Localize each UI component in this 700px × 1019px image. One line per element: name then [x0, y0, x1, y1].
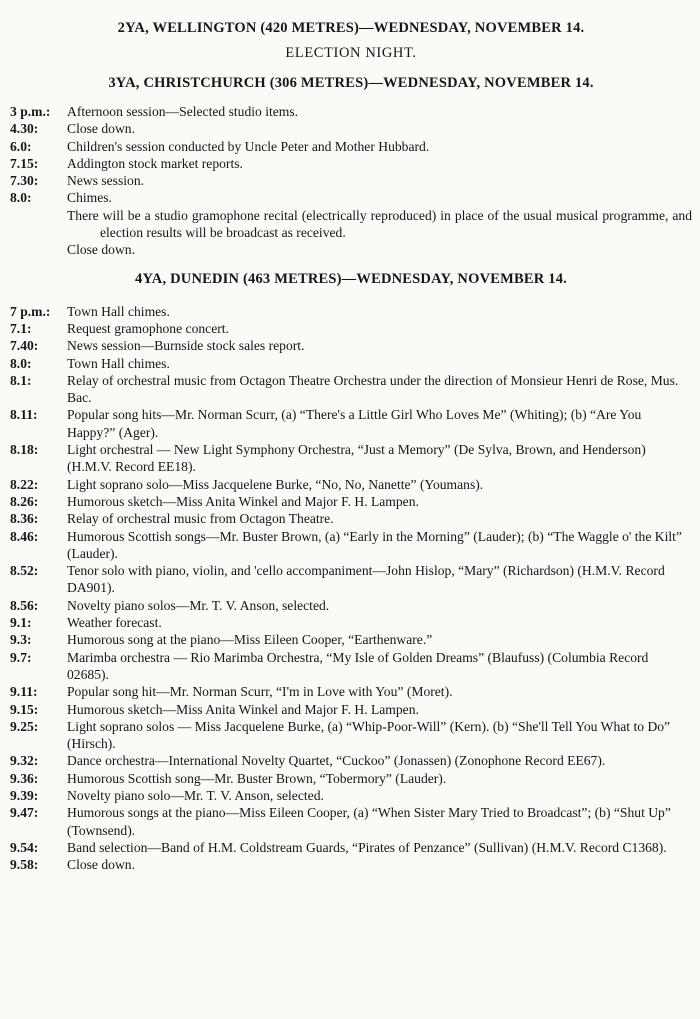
programme-item [10, 597, 692, 614]
programme-item [10, 103, 692, 120]
programme-item [10, 510, 692, 527]
heading-3ya-christchurch: 3YA, CHRISTCHURCH (306 METRES)—WEDNESDAY, NOVEMBER 14. [108, 75, 594, 91]
section-christchurch [10, 73, 692, 259]
programme-time: 9.54: [10, 839, 39, 855]
programme-time: 8.0: [10, 355, 32, 371]
programme-item [10, 189, 692, 206]
programme-item [10, 631, 692, 648]
programme-item [10, 701, 692, 718]
programme-item [10, 441, 692, 476]
programme-description: Humorous sketch—Miss Anita Winkel and Major F. H. Lampen. [67, 701, 419, 717]
programme-item [10, 476, 692, 493]
programme-description: Humorous song at the piano—Miss Eileen Cooper, “Earthenware.” [67, 632, 433, 648]
christchurch-note: There will be a studio gramophone recital (electrically reproduced) in place of the usual musical programme, and election results will be broadcast as received. [67, 207, 692, 241]
programme-description: Afternoon session—Selected studio items. [67, 104, 299, 119]
programme-item [10, 337, 692, 354]
section-dunedin [10, 269, 692, 874]
programme-item [10, 372, 692, 407]
programme-list-dunedin [10, 303, 692, 874]
programme-time: 8.0: [10, 190, 32, 206]
programme-time: 7 p.m.: [10, 303, 51, 319]
programme-description: Humorous Scottish song—Mr. Buster Brown, “Tobermory” (Lauder). [67, 770, 447, 786]
programme-item [10, 804, 692, 839]
programme-description: Tenor solo with piano, violin, and 'cello accompaniment—John Hislop, “Mary” (Richardson) (H.M.V. Record DA901). [67, 563, 665, 596]
programme-description: Relay of orchestral music from Octagon Theatre. [67, 511, 334, 527]
programme-time: 9.47: [10, 805, 39, 821]
programme-item [10, 138, 692, 155]
programme-item [10, 528, 692, 563]
christchurch-close-down: Close down. [67, 242, 135, 258]
programme-item [10, 172, 692, 189]
programme-item [10, 718, 692, 753]
programme-description: Addington stock market reports. [67, 155, 243, 171]
programme-item [10, 649, 692, 684]
programme-time: 8.11: [10, 407, 38, 423]
programme-item [10, 355, 692, 372]
programme-description: Close down. [67, 121, 135, 137]
programme-time: 8.52: [10, 563, 39, 579]
programme-description: Light soprano solo—Miss Jacquelene Burke, “No, No, Nanette” (Youmans). [67, 476, 484, 492]
programme-time: 7.30: [10, 173, 39, 189]
programme-description: Relay of orchestral music from Octagon Theatre Orchestra under the direction of Monsieur Henri de Rose, Mus. Bac. [67, 372, 679, 406]
programme-item [10, 320, 692, 337]
programme-time: 7.1: [10, 320, 32, 336]
programme-time: 9.32: [10, 753, 39, 769]
programme-time: 9.15: [10, 701, 39, 717]
subheading-election-night: ELECTION NIGHT. [285, 45, 417, 61]
programme-description: Light soprano solos — Miss Jacquelene Burke, (a) “Whip-Poor-Will” (Kern). (b) “She'll Tell You What to Do” (Hirsch). [67, 718, 671, 752]
programme-time: 9.3: [10, 632, 32, 648]
programme-time: 8.26: [10, 493, 39, 509]
programme-time: 8.18: [10, 442, 39, 458]
programme-item [10, 787, 692, 804]
programme-description: Chimes. [67, 190, 112, 206]
programme-description: Humorous songs at the piano—Miss Eileen Cooper, (a) “When Sister Mary Tried to Broadcast”; (b) “Shut Up” (Townsend). [67, 805, 671, 838]
programme-time: 9.11: [10, 684, 38, 700]
programme-time: 8.22: [10, 476, 39, 492]
programme-description: Dance orchestra—International Novelty Quartet, “Cuckoo” (Jonassen) (Zonophone Record EE67). [67, 753, 606, 769]
programme-time: 9.1: [10, 615, 32, 631]
section-wellington [10, 18, 692, 63]
programme-item [10, 493, 692, 510]
programme-item [10, 155, 692, 172]
programme-item [10, 120, 692, 137]
programme-item [10, 839, 692, 856]
programme-description: News session. [67, 173, 145, 189]
programme-description: Weather forecast. [67, 615, 162, 631]
programme-description: Children's session conducted by Uncle Peter and Mother Hubbard. [67, 138, 430, 154]
heading-2ya-wellington: 2YA, WELLINGTON (420 METRES)—WEDNESDAY, NOVEMBER 14. [117, 20, 585, 36]
programme-time: 8.1: [10, 372, 32, 388]
programme-description: Request gramophone concert. [67, 320, 229, 336]
programme-item [10, 303, 692, 320]
programme-item [10, 752, 692, 769]
programme-time: 9.58: [10, 857, 39, 873]
programme-description: Close down. [67, 857, 135, 873]
programme-time: 9.36: [10, 770, 39, 786]
programme-description: News session—Burnside stock sales report. [67, 338, 305, 354]
programme-time: 3 p.m.: [10, 104, 51, 119]
programme-time: 7.15: [10, 155, 39, 171]
programme-time: 8.36: [10, 511, 39, 527]
heading-4ya-dunedin: 4YA, DUNEDIN (463 METRES)—WEDNESDAY, NOVEMBER 14. [135, 270, 567, 287]
programme-time: 9.39: [10, 787, 39, 803]
programme-item [10, 406, 692, 441]
programme-description: Humorous Scottish songs—Mr. Buster Brown, (a) “Early in the Morning” (Lauder); (b) “The Waggle o' the Kilt” (Lauder). [67, 528, 682, 561]
programme-time: 8.56: [10, 597, 39, 613]
programme-description: Novelty piano solo—Mr. T. V. Anson, selected. [67, 787, 324, 803]
programme-time: 4.30: [10, 121, 39, 137]
programme-item [10, 562, 692, 597]
programme-time: 7.40: [10, 338, 39, 354]
programme-item [10, 856, 692, 873]
programme-description: Town Hall chimes. [67, 303, 170, 319]
programme-time: 6.0: [10, 138, 32, 154]
programme-item [10, 683, 692, 700]
programme-description: Town Hall chimes. [67, 355, 170, 371]
programme-description: Light orchestral — New Light Symphony Orchestra, “Just a Memory” (De Sylva, Brown, and Henderson) (H.M.V. Record EE18). [67, 442, 646, 475]
programme-item [10, 614, 692, 631]
programme-description: Popular song hits—Mr. Norman Scurr, (a) “There's a Little Girl Who Loves Me” (Whiting); (b) “Are You Happy?” (Ager). [67, 407, 642, 440]
programme-description: Novelty piano solos—Mr. T. V. Anson, selected. [67, 597, 330, 613]
programme-list-christchurch [10, 103, 692, 207]
programme-description: Popular song hit—Mr. Norman Scurr, “I'm in Love with You” (Moret). [67, 684, 453, 700]
programme-time: 9.25: [10, 718, 39, 734]
programme-description: Marimba orchestra — Rio Marimba Orchestra, “My Isle of Golden Dreams” (Blaufuss) (Columbia Record 02685). [67, 649, 649, 682]
programme-time: 8.46: [10, 528, 39, 544]
programme-item [10, 770, 692, 787]
programme-time: 9.7: [10, 649, 32, 665]
programme-description: Humorous sketch—Miss Anita Winkel and Major F. H. Lampen. [67, 493, 419, 509]
programme-description: Band selection—Band of H.M. Coldstream Guards, “Pirates of Penzance” (Sullivan) (H.M.V. Record C1368). [67, 839, 667, 855]
